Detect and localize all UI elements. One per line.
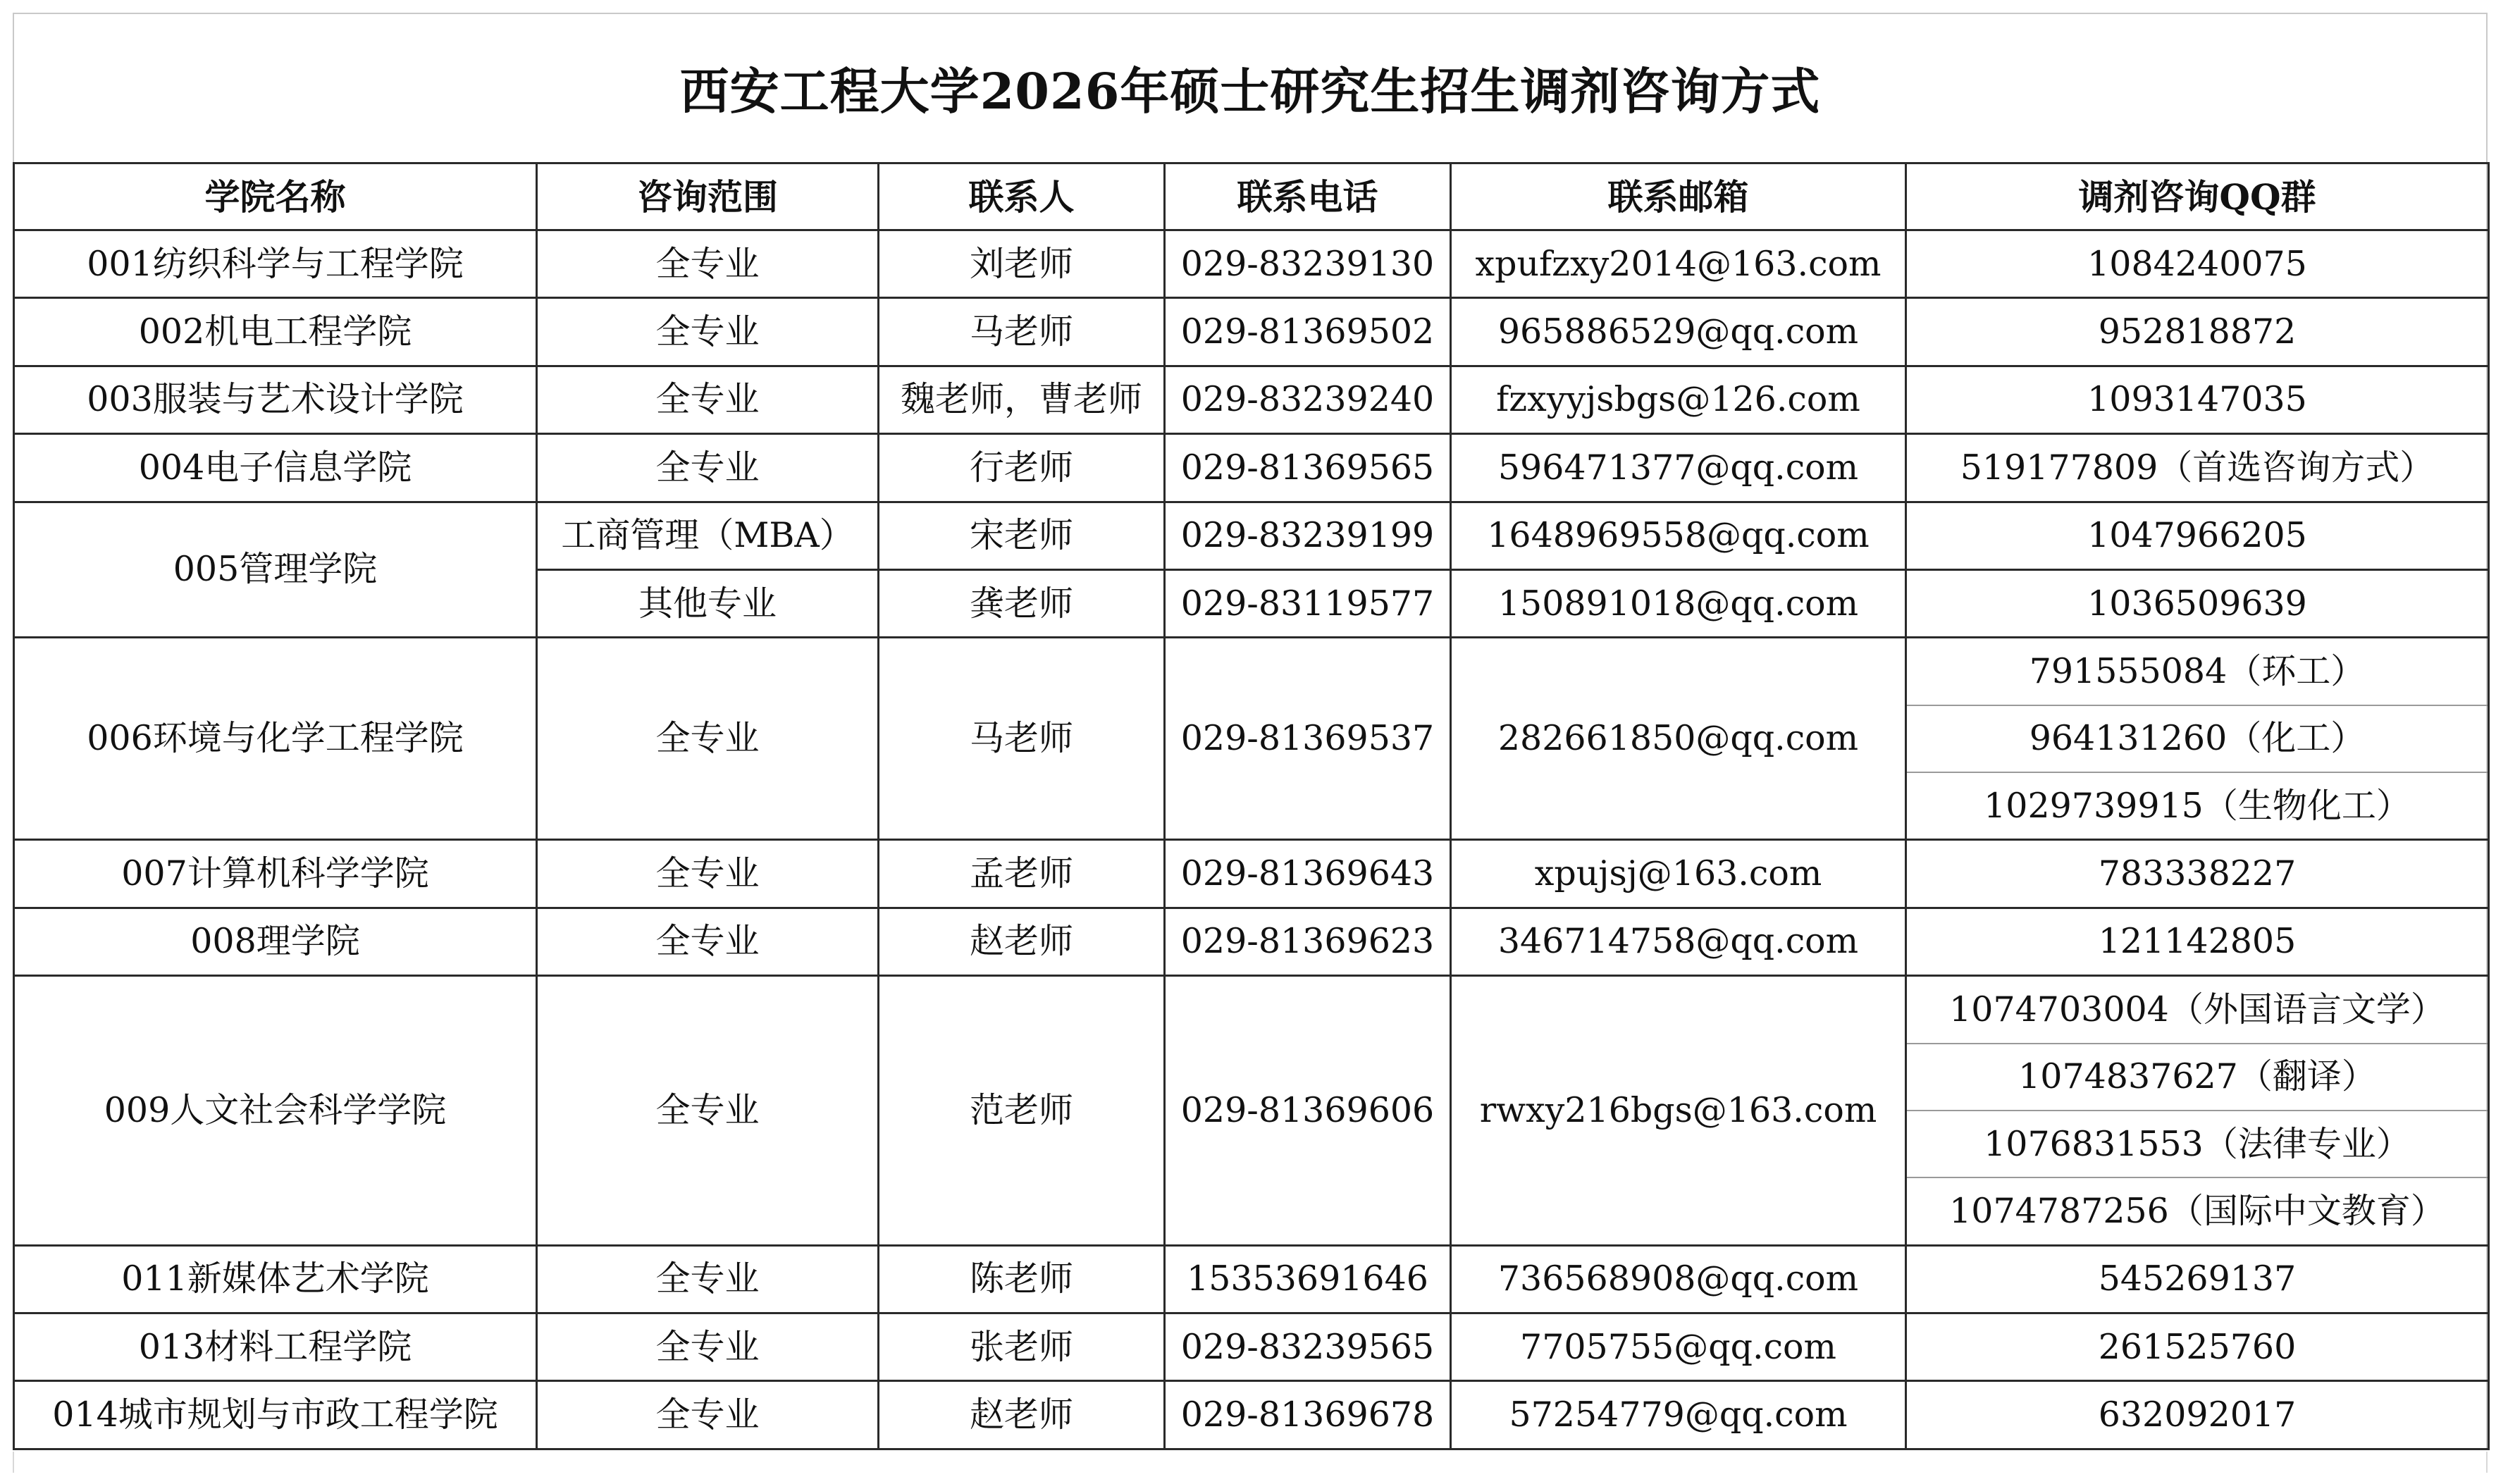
contact-phone: 029-83239565 (1165, 1313, 1451, 1381)
qq-group: 519177809（首选咨询方式） (1906, 434, 2489, 502)
table-row (14, 434, 2489, 502)
header-scope: 咨询范围 (537, 163, 879, 230)
contact-email: 282661850@qq.com (1451, 638, 1906, 840)
qq-group: 1036509639 (1906, 569, 2489, 637)
qq-group: 1093147035 (1906, 366, 2489, 433)
table-row (14, 840, 2489, 908)
consult-scope: 全专业 (537, 1245, 879, 1313)
qq-group: 121142805 (1906, 908, 2489, 975)
contact-email: 1648969558@qq.com (1451, 502, 1906, 569)
qq-group: 1074703004（外国语言文学） (1906, 976, 2489, 1044)
college-name: 008理学院 (14, 908, 537, 975)
college-name: 003服装与艺术设计学院 (14, 366, 537, 433)
contact-phone: 029-81369678 (1165, 1381, 1451, 1449)
contact-person: 陈老师 (879, 1245, 1165, 1313)
college-name: 011新媒体艺术学院 (14, 1245, 537, 1313)
qq-group: 1029739915（生物化工） (1906, 772, 2489, 840)
header-qq: 调剂咨询QQ群 (1906, 163, 2489, 230)
college-name: 002机电工程学院 (14, 298, 537, 366)
qq-group: 632092017 (1906, 1381, 2489, 1449)
qq-group: 952818872 (1906, 298, 2489, 366)
contact-email: 150891018@qq.com (1451, 569, 1906, 637)
table-row (14, 1245, 2489, 1313)
qq-group: 1074837627（翻译） (1906, 1044, 2489, 1111)
consult-scope: 全专业 (537, 840, 879, 908)
contact-person: 魏老师，曹老师 (879, 366, 1165, 433)
qq-group: 1076831553（法律专业） (1906, 1111, 2489, 1177)
consult-scope: 全专业 (537, 1381, 879, 1449)
qq-group: 261525760 (1906, 1313, 2489, 1381)
contact-phone: 029-81369537 (1165, 638, 1451, 840)
contact-person: 马老师 (879, 638, 1165, 840)
contact-phone: 029-81369502 (1165, 298, 1451, 366)
table-header-row (14, 163, 2489, 230)
contact-email: xpujsj@163.com (1451, 840, 1906, 908)
contact-phone: 15353691646 (1165, 1245, 1451, 1313)
consult-scope: 全专业 (537, 638, 879, 840)
consult-scope: 工商管理（MBA） (537, 502, 879, 569)
table-row (14, 366, 2489, 433)
college-name: 007计算机科学学院 (14, 840, 537, 908)
college-name: 014城市规划与市政工程学院 (14, 1381, 537, 1449)
contact-email: xpufzxy2014@163.com (1451, 230, 1906, 298)
contact-person: 范老师 (879, 976, 1165, 1246)
contact-phone: 029-81369565 (1165, 434, 1451, 502)
college-name: 001纺织科学与工程学院 (14, 230, 537, 298)
header-contact: 联系人 (879, 163, 1165, 230)
table-row (14, 230, 2489, 298)
college-name: 005管理学院 (14, 502, 537, 638)
contact-email: 7705755@qq.com (1451, 1313, 1906, 1381)
college-name: 013材料工程学院 (14, 1313, 537, 1381)
contact-person: 刘老师 (879, 230, 1165, 298)
consult-scope: 全专业 (537, 1313, 879, 1381)
contact-email: rwxy216bgs@163.com (1451, 976, 1906, 1246)
contact-person: 宋老师 (879, 502, 1165, 569)
consult-scope: 全专业 (537, 230, 879, 298)
table-row (14, 502, 2489, 569)
table-row (14, 976, 2489, 1044)
table-row (14, 1313, 2489, 1381)
table-row (14, 298, 2489, 366)
qq-group: 791555084（环工） (1906, 638, 2489, 705)
contact-email: 965886529@qq.com (1451, 298, 1906, 366)
qq-group: 1084240075 (1906, 230, 2489, 298)
college-name: 006环境与化学工程学院 (14, 638, 537, 840)
contact-phone: 029-83239130 (1165, 230, 1451, 298)
qq-group: 545269137 (1906, 1245, 2489, 1313)
page-bottom-edge (13, 1452, 2488, 1473)
contact-email: 736568908@qq.com (1451, 1245, 1906, 1313)
contact-phone: 029-81369623 (1165, 908, 1451, 975)
consult-scope: 全专业 (537, 298, 879, 366)
header-email: 联系邮箱 (1451, 163, 1906, 230)
consult-scope: 全专业 (537, 976, 879, 1246)
college-name: 004电子信息学院 (14, 434, 537, 502)
qq-group: 783338227 (1906, 840, 2489, 908)
header-phone: 联系电话 (1165, 163, 1451, 230)
contact-person: 孟老师 (879, 840, 1165, 908)
contact-phone: 029-83239240 (1165, 366, 1451, 433)
header-college: 学院名称 (14, 163, 537, 230)
contact-person: 赵老师 (879, 908, 1165, 975)
contact-email: 346714758@qq.com (1451, 908, 1906, 975)
contact-email: 57254779@qq.com (1451, 1381, 1906, 1449)
contact-person: 行老师 (879, 434, 1165, 502)
contact-person: 龚老师 (879, 569, 1165, 637)
contact-email: 596471377@qq.com (1451, 434, 1906, 502)
consult-scope: 全专业 (537, 434, 879, 502)
document-title: 西安工程大学2026年硕士研究生招生调剂咨询方式 (679, 61, 1821, 120)
table-row (14, 908, 2489, 975)
contact-email: fzxyyjsbgs@126.com (1451, 366, 1906, 433)
contact-person: 张老师 (879, 1313, 1165, 1381)
consult-scope: 全专业 (537, 366, 879, 433)
contact-phone: 029-83119577 (1165, 569, 1451, 637)
contact-person: 赵老师 (879, 1381, 1165, 1449)
contact-phone: 029-81369643 (1165, 840, 1451, 908)
contact-table (13, 162, 2490, 1450)
table-row (14, 1381, 2489, 1449)
contact-phone: 029-83239199 (1165, 502, 1451, 569)
table-row (14, 638, 2489, 705)
qq-group: 964131260（化工） (1906, 705, 2489, 772)
contact-person: 马老师 (879, 298, 1165, 366)
contact-phone: 029-81369606 (1165, 976, 1451, 1246)
college-name: 009人文社会科学学院 (14, 976, 537, 1246)
consult-scope: 其他专业 (537, 569, 879, 637)
qq-group: 1047966205 (1906, 502, 2489, 569)
qq-group: 1074787256（国际中文教育） (1906, 1177, 2489, 1245)
consult-scope: 全专业 (537, 908, 879, 975)
